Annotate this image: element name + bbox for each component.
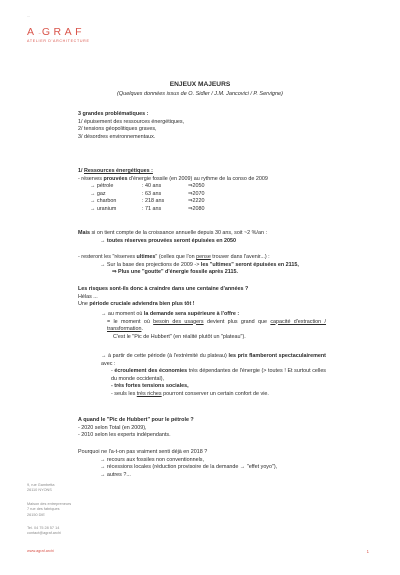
fuel-table	[78, 183, 370, 213]
growth-paragraph: Mais si on tient compte de la croissance annuelle depuis 30 ans, soit ~2 %/an : → toutes réserves prouvées seront épuisées en 2050	[78, 230, 370, 245]
problems-section	[78, 111, 370, 141]
consequence-item: - écroulement des économies très dépendantes de l'énergie (> toutes ! Et surtout celles du monde occidental),	[111, 368, 327, 382]
demand-block: → au moment où la demande sera supérieure à l'offre : = le moment où besoin des usagers devient plus grand que capacité d'extraction / transformation. C'est le "Pic de Hubbert" (en réalité plutôt un "plateau").	[101, 311, 327, 340]
fuel-row: → pétrole : 40 ans ⇒2050	[90, 183, 205, 190]
peak-section: A quand le "Pic de Hubbert" pour le pétrole ? - 2020 selon Total (en 2009), - 2010 selon les experts indépendants.	[78, 417, 370, 440]
ultimate-reserves: - resteront les "réserves ultimes" (celles que l'on pense trouver dans l'avenir...) : → Sur la base des projections de 2009 -> les "ultimes" seront épuisées en 2115, ⇒ Plus une "goutte" d'énergie fossile après 2115.	[78, 254, 299, 276]
consequences-block: → à partir de cette période (à l'extrémité du plateau) les prix flamberont spectaculairement avec : - écroulement des économies très dépendantes de l'énergie (> toutes ! Et surtout celles du monde occidental), - très fortes tensions sociales, - seuls les très riches pourront conserver un certain confort de vie.	[101, 353, 327, 397]
consequence-item: - seuls les très riches pourront conserver un certain confort de vie.	[111, 390, 269, 397]
problem-item: 2/ tensions géopolitiques graves,	[78, 126, 157, 133]
page-title: ENJEUX MAJEURS	[169, 81, 231, 88]
address-die: Maison des entrepreneurs 7 rue des fabriques 26150 DIE	[27, 502, 72, 517]
why-section: Pourquoi ne l'a-t-on pas vraiment senti déjà en 2018 ? → recours aux fossiles non conventionnels, → récessions locales (réduction provisoire de la demande → "effet yoyo"), → autres ?...	[78, 449, 370, 479]
why-question: Pourquoi ne l'a-t-on pas vraiment senti déjà en 2018 ?	[78, 449, 208, 455]
corner-mark: —	[27, 14, 30, 18]
logo-mark: ~	[38, 31, 41, 36]
logo-title: A~GRAF	[27, 26, 86, 38]
contact-block	[27, 526, 87, 537]
risks-section: Les risques sont-ils donc à craindre dans une centaine d'années ? Hélas ... Une période cruciale adviendra bien plus tôt !	[78, 286, 370, 309]
fuel-row: → charbon : 218 ans ⇒2220	[90, 198, 205, 205]
problems-heading: 3 grandes problématiques :	[78, 111, 149, 117]
section-heading: 1/ Ressources énergétiques :	[78, 168, 153, 174]
energy-section	[78, 168, 370, 214]
fuel-row: → gaz : 63 ans ⇒2070	[90, 190, 205, 197]
phone: Tel. 04 75 28 57 14	[27, 526, 60, 530]
reserves-line: - réserves prouvées d'énergie fossile (en 2009) au rythme de la conso de 2009	[78, 175, 268, 182]
fuel-row: → uranium : 71 ans ⇒2080	[90, 205, 205, 212]
problem-item: 1/ épuisement des ressources énergétiques,	[78, 118, 185, 125]
logo-subtitle: ATELIER D'ARCHITECTURE	[27, 39, 90, 43]
peak-question: A quand le "Pic de Hubbert" pour le pétrole ?	[78, 417, 194, 423]
page-subtitle: (Quelques données issus de O. Sidler / J.M. Jancovici / P. Servigne)	[117, 91, 283, 97]
problem-item: 3/ désordres environnementaux.	[78, 133, 156, 140]
risks-question: Les risques sont-ils donc à craindre dans une centaine d'années ?	[78, 286, 249, 292]
consequence-item: - très fortes tensions sociales,	[111, 383, 189, 390]
email: contact@agraf.archi	[27, 531, 62, 536]
page-number: 1	[366, 549, 369, 554]
website[interactable]: www.agraf.archi	[27, 549, 55, 553]
address-nyons: 9, rue Gambetta 26110 NYONS	[27, 483, 55, 493]
company-logo	[27, 26, 90, 43]
growth-conclusion: → toutes réserves prouvées seront épuisées en 2050	[100, 237, 237, 244]
